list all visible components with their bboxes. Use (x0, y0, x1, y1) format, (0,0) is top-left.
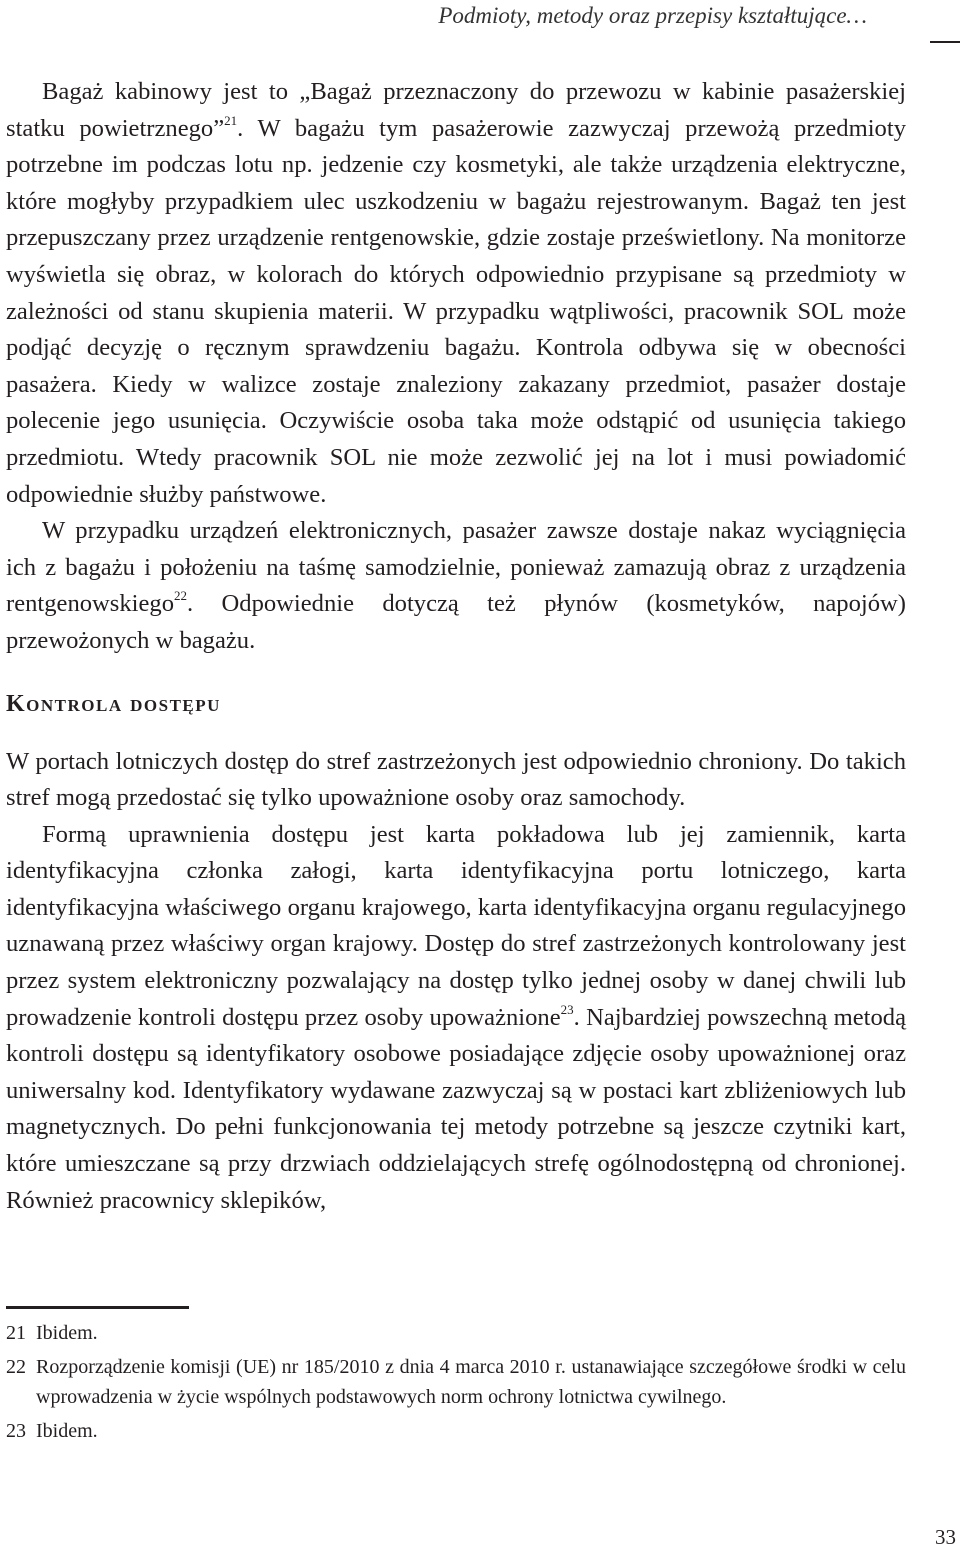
footnote-number: 21 (6, 1322, 26, 1344)
paragraph-electronics (6, 513, 906, 659)
footnote-ref-23[interactable]: 23 (560, 1001, 574, 1017)
footnote-ref-21[interactable]: 21 (224, 112, 238, 128)
footnote-item (6, 1416, 906, 1446)
paragraph-restricted-zones: W portach lotniczych dostęp do stref zastrzeżonych jest odpowiednio chroniony. Do takich stref mogą przedostać się tylko upoważnione osoby oraz samochody. (6, 747, 906, 812)
paragraph-text: W przypadku urządzeń elektronicznych, pasażer zawsze dostaje nakaz wyciągnięcia ich z bagażu i położeniu na taśmę samodzielnie, ponieważ zamazują obraz z urządzenia rentgenowskiego (6, 517, 906, 618)
footnote-item (6, 1352, 906, 1412)
footnote-number: 22 (6, 1356, 26, 1378)
footnote-item (6, 1318, 906, 1348)
body-text (6, 74, 906, 1219)
paragraph-text: Formą uprawnienia dostępu jest karta pokładowa lub jej zamiennik, karta identyfikacyjna członka załogi, karta identyfikacyjna portu lotniczego, karta identyfikacyjna właściwego organu krajowego, karta identyfikacyjna organu regulacyjnego uznawaną przez właściwy organ krajowy. Dostęp do stref zastrzeżonych kontrolowany jest przez system elektroniczny pozwalający na dostęp tylko jednej osoby w danej chwili lub prowadzenie kontroli dostępu przez osoby upoważnione (6, 820, 906, 1031)
paragraph-text: . Odpowiednie dotyczą też płynów (kosmetyków, napojów) przewożonych w bagażu. (6, 590, 906, 654)
running-header: Podmioty, metody oraz przepisy kształtujące… (438, 3, 867, 28)
page-number: 33 (935, 1525, 956, 1549)
paragraph-text: Bagaż kabinowy jest to „Bagaż przeznaczony do przewozu w kabinie pasażerskiej statku powietrznego” (6, 78, 906, 142)
footnote-separator (6, 1306, 189, 1309)
paragraph-access-forms (6, 817, 906, 1220)
paragraph-text: . W bagażu tym pasażerowie zazwyczaj przewożą przedmioty potrzebne im podczas lotu np. jedzenie czy kosmetyki, ale także urządzenia elektryczne, które mogłyby przypadkiem ulec uszkodzeniu w bagażu rejestrowanym. Bagaż ten jest przepuszczany przez urządzenie rentgenowskie, gdzie zostaje prześwietlony. Na monitorze wyświetla się obraz, w kolorach do których odpowiednio przypisane są przedmioty w zależności od stanu skupienia materii. W przypadku wątpliwości, pracownik SOL może podjąć decyzję o ręcznym sprawdzeniu bagażu. Kontrola odbywa się w obecności pasażera. Kiedy w walizce zostaje znaleziony zakazany przedmiot, pasażer dostaje polecenie jego usunięcia. Oczywiście osoba taka może odstąpić od usunięcia takiego przedmiotu. Wtedy pracownik SOL nie może zezwolić jej na lot i musi powiadomić odpowiednie służby państwowe. (6, 114, 906, 508)
footnote-text: Ibidem. (36, 1420, 98, 1442)
footnote-number: 23 (6, 1420, 26, 1442)
section-heading: Kontrola dostępu (6, 690, 221, 717)
footnote-text: Rozporządzenie komisji (UE) nr 185/2010 z dnia 4 marca 2010 r. ustanawiające szczegółowe środki w celu wprowadzenia w życie wspólnych podstawowych norm ochrony lotnictwa cywilnego. (36, 1356, 906, 1408)
header-rule-extended (930, 41, 960, 43)
footnote-ref-22[interactable]: 22 (174, 588, 188, 604)
paragraph-text: . Najbardziej powszechną metodą kontroli dostępu są identyfikatory osobowe posiadające zdjęcie osoby upoważnionej oraz uniwersalny kod. Identyfikatory wydawane zazwyczaj są w postaci kart zbliżeniowych lub magnetycznych. Do pełni funkcjonowania tej metody potrzebne są jeszcze czytniki kart, które umieszczane są przy drzwiach oddzielających strefę ogólnodostępną od chronionej. Również pracownicy sklepików, (6, 1003, 906, 1214)
footnote-text: Ibidem. (36, 1322, 98, 1344)
footnotes (6, 1318, 906, 1450)
paragraph-cabin-baggage (6, 74, 906, 513)
